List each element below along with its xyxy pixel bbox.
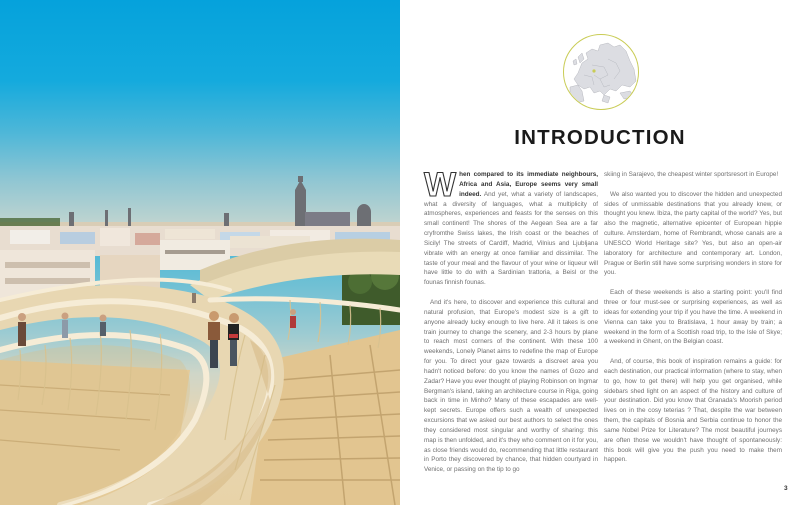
intro-paragraph-4: We also wanted you to discover the hidden and unexpected sides of unmissable destinations that you already knew, or thought you knew. Ibiza, the party capital of the world? Yes, but also the magnetic, alternative epicenter of European hippie culture. Amsterdam, home of Rembrandt, whose canals are a UNESCO World Heritage site? Yes, but also an open-air laboratory for architecture and contemporary art. London, Prague or Berlin still have some surprising wonders in store for you.: [604, 190, 782, 277]
intro-paragraph-6: And, of course, this book of inspiration remains a guide: for each destination, our practical information (where to stay, when to go, how to get there) will help you get organised, while sidebars shed light on an aspect of the history and culture of your destination. Did you know that Granada's Moorish period lives on in the cosy teterias ? That, despite the war between them, the capitals of Bosnia and Serbia continue to honor the same Nobel Prize for Literature? The most beautiful journeys are often those we wouldn't have thought of spontaneously: this book will give you the push you need to make them happen.: [604, 358, 782, 464]
body-column-right: [604, 170, 782, 475]
intro-paragraph-2: And it's here, to discover and experience this cultural and natural profusion, that Europe's modest size is a gift to anyone already lucky enough to live here. All it takes is one train journey to change the scenery, and 2-3 hours by plane to reach most corners of the continent. With these 100 weekends, Lonely Planet aims to redefine the map of Europe for you. To direct your gaze towards a discreet area you hadn't noticed before: do you know the names of Gozo and Zadar? Have you ever thought of playing Robinson on Ingmar Bergman's island, taking an architecture course in Riga, going back in time in Minho? Many of these escapades are well-kept secrets. Europe offers such a wealth of unexpected excursions that we asked our best authors to select the ones they considered most singular and worthy of sharing: this map is then unfolded, and it's they who comment on it for you, as close friends would do, recommending that little restaurant in Porto they discovered by chance, that hidden courtyard in Venice, or passing on the tip to go: [424, 298, 598, 474]
intro-paragraph-3: skiing in Sarajevo, the cheapest winter sportsresort in Europe!: [604, 171, 779, 178]
body-column-left: [424, 166, 598, 485]
europe-map-icon: [564, 35, 639, 110]
europe-locator-map: [563, 34, 639, 110]
intro-paragraph-1: [424, 166, 598, 288]
intro-paragraph-5: Each of these weekends is also a starting point: you'll find three or four must-see or surprising experiences, as well as ideas for extending your trip if you have the time. A weekend in Vienna can take you to Bratislava, 1 hour away by train; a weekend in the form of a Scottish road trip, to the Isle of Skye; a weekend in Ghent, on the Belgian coast.: [604, 289, 782, 346]
drop-cap: W: [424, 166, 456, 204]
page-number: 3: [784, 485, 788, 492]
lead-in-text: hen compared to its immediate neighbours, Africa and Asia, Europe seems very small indeed.: [459, 171, 598, 198]
page-title: INTRODUCTION: [514, 126, 686, 149]
paragraph-text: And yet, what a variety of landscapes, what a diversity of languages, what a multiplicity of atmospheres, experiences and feasts for the senses on this small continent! The shores of the Aegean Sea are a far cryfromthe Swiss lakes, the Irish coast or the beaches of Sicily! The streets of Cardiff, Madrid, Vilnius and Ljubljana vibrate with an energy at once familiar and dissimilar. The taste of your meal and the flavour of your wine or liqueur will have little to do with a Sardinian trattoria, a Beisl or the founas finnish founas.: [424, 190, 598, 287]
